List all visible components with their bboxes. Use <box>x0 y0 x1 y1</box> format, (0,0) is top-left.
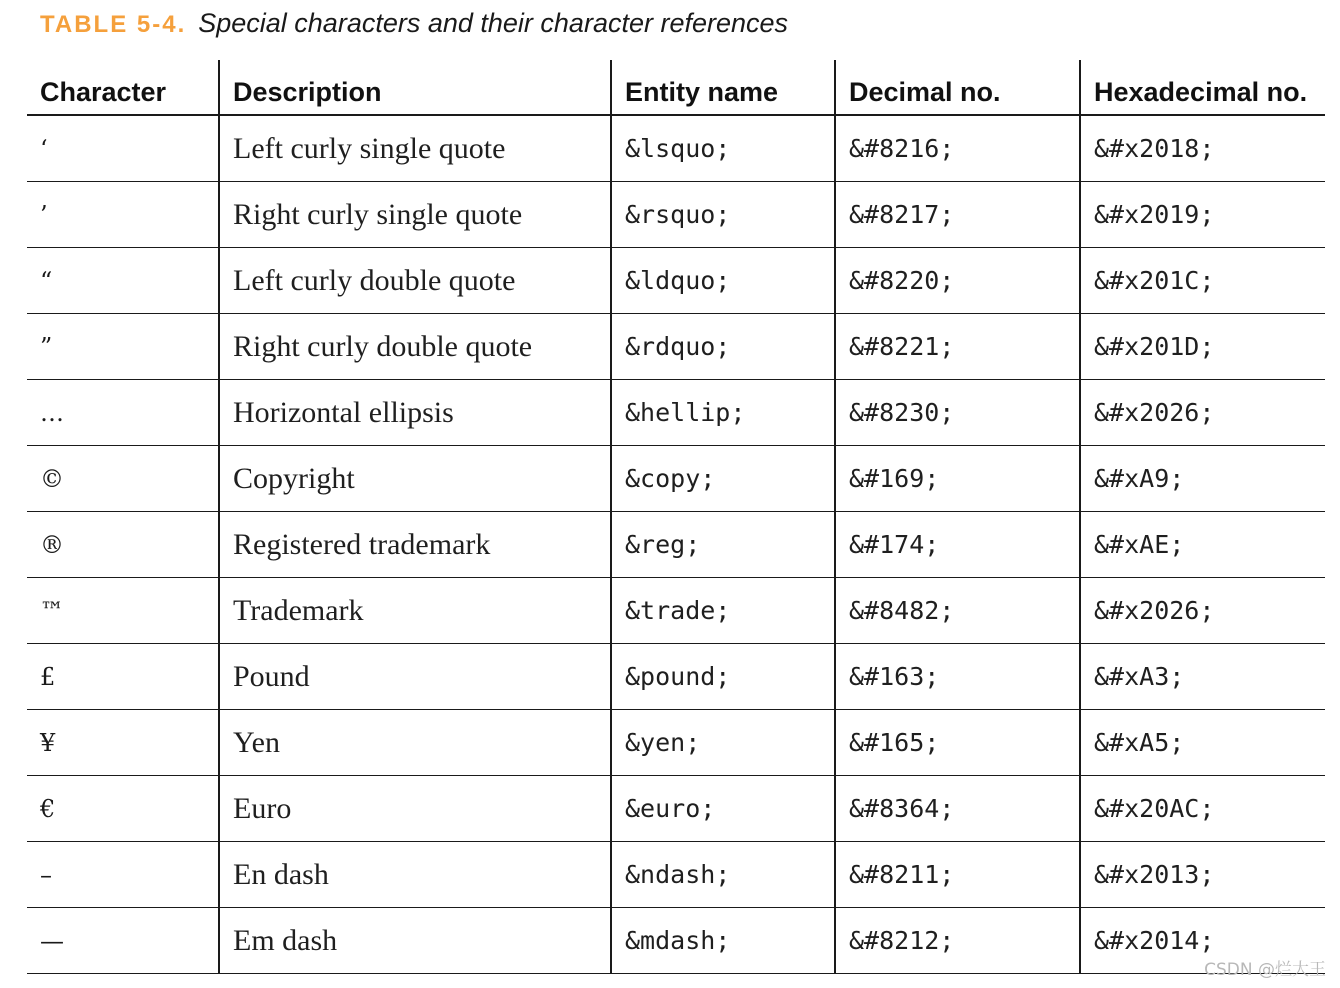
column-header-hexadecimal: Hexadecimal no. <box>1080 60 1325 115</box>
table-body <box>27 115 1325 974</box>
character-cell: … <box>27 380 219 446</box>
table-row <box>27 710 1325 776</box>
decimal-cell: &#163; <box>835 644 1080 710</box>
table-title: Special characters and their character references <box>198 8 789 38</box>
description-cell: Yen <box>219 710 611 776</box>
description-cell: Copyright <box>219 446 611 512</box>
decimal-cell: &#8217; <box>835 182 1080 248</box>
hexadecimal-cell: &#x201D; <box>1080 314 1325 380</box>
decimal-cell: &#8216; <box>835 115 1080 182</box>
entity-name-cell: &lsquo; <box>611 115 835 182</box>
decimal-cell: &#8212; <box>835 908 1080 974</box>
entity-name-cell: &copy; <box>611 446 835 512</box>
column-header-description: Description <box>219 60 611 115</box>
decimal-cell: &#8220; <box>835 248 1080 314</box>
character-cell: “ <box>27 248 219 314</box>
table-number: TABLE 5-4. <box>40 11 187 38</box>
description-cell: Trademark <box>219 578 611 644</box>
source-watermark: CSDN @烂大王 <box>1204 960 1326 980</box>
description-cell: Right curly double quote <box>219 314 611 380</box>
hexadecimal-cell: &#x2026; <box>1080 578 1325 644</box>
table-row <box>27 908 1325 974</box>
character-cell: ‘ <box>27 115 219 182</box>
description-cell: Horizontal ellipsis <box>219 380 611 446</box>
entity-name-cell: &yen; <box>611 710 835 776</box>
column-header-character: Character <box>27 60 219 115</box>
header-row <box>27 60 1325 115</box>
table-row <box>27 446 1325 512</box>
description-cell: Registered trademark <box>219 512 611 578</box>
entity-name-cell: &reg; <box>611 512 835 578</box>
decimal-cell: &#169; <box>835 446 1080 512</box>
table-header <box>27 60 1325 115</box>
character-cell: – <box>27 842 219 908</box>
entity-name-cell: &ndash; <box>611 842 835 908</box>
description-cell: Left curly double quote <box>219 248 611 314</box>
hexadecimal-cell: &#x20AC; <box>1080 776 1325 842</box>
character-cell: ® <box>27 512 219 578</box>
decimal-cell: &#8482; <box>835 578 1080 644</box>
decimal-cell: &#8364; <box>835 776 1080 842</box>
hexadecimal-cell: &#x2013; <box>1080 842 1325 908</box>
entity-name-cell: &rdquo; <box>611 314 835 380</box>
entity-name-cell: &rsquo; <box>611 182 835 248</box>
table-caption <box>40 3 788 43</box>
decimal-cell: &#8230; <box>835 380 1080 446</box>
column-header-decimal: Decimal no. <box>835 60 1080 115</box>
character-cell: ” <box>27 314 219 380</box>
character-cell: ’ <box>27 182 219 248</box>
entity-name-cell: &euro; <box>611 776 835 842</box>
table-row <box>27 578 1325 644</box>
description-cell: Left curly single quote <box>219 115 611 182</box>
description-cell: Em dash <box>219 908 611 974</box>
character-cell: ™ <box>27 578 219 644</box>
character-reference-table <box>27 60 1325 974</box>
character-cell: € <box>27 776 219 842</box>
table-row <box>27 380 1325 446</box>
column-header-entity-name: Entity name <box>611 60 835 115</box>
entity-name-cell: &mdash; <box>611 908 835 974</box>
description-cell: En dash <box>219 842 611 908</box>
hexadecimal-cell: &#xA3; <box>1080 644 1325 710</box>
hexadecimal-cell: &#x2014; <box>1080 908 1325 974</box>
character-cell: © <box>27 446 219 512</box>
description-cell: Euro <box>219 776 611 842</box>
hexadecimal-cell: &#xA5; <box>1080 710 1325 776</box>
table-row <box>27 644 1325 710</box>
decimal-cell: &#174; <box>835 512 1080 578</box>
hexadecimal-cell: &#x2018; <box>1080 115 1325 182</box>
hexadecimal-cell: &#x201C; <box>1080 248 1325 314</box>
hexadecimal-cell: &#xA9; <box>1080 446 1325 512</box>
hexadecimal-cell: &#x2026; <box>1080 380 1325 446</box>
character-cell: £ <box>27 644 219 710</box>
table-row <box>27 512 1325 578</box>
entity-name-cell: &trade; <box>611 578 835 644</box>
entity-name-cell: &pound; <box>611 644 835 710</box>
character-cell: — <box>27 908 219 974</box>
decimal-cell: &#165; <box>835 710 1080 776</box>
entity-name-cell: &hellip; <box>611 380 835 446</box>
decimal-cell: &#8221; <box>835 314 1080 380</box>
description-cell: Right curly single quote <box>219 182 611 248</box>
entity-name-cell: &ldquo; <box>611 248 835 314</box>
table-row <box>27 842 1325 908</box>
character-cell: ¥ <box>27 710 219 776</box>
hexadecimal-cell: &#xAE; <box>1080 512 1325 578</box>
table-row <box>27 115 1325 182</box>
table-row <box>27 776 1325 842</box>
table-row <box>27 314 1325 380</box>
table-row <box>27 182 1325 248</box>
decimal-cell: &#8211; <box>835 842 1080 908</box>
hexadecimal-cell: &#x2019; <box>1080 182 1325 248</box>
description-cell: Pound <box>219 644 611 710</box>
table-row <box>27 248 1325 314</box>
